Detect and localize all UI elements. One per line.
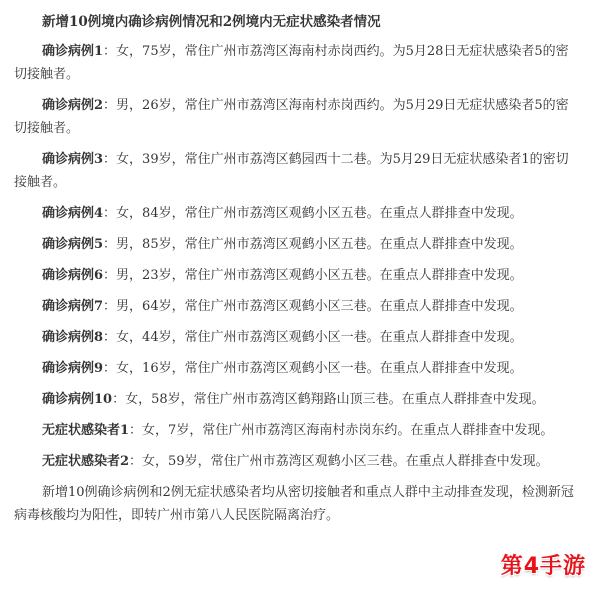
case-paragraph-3 — [14, 148, 580, 194]
case-paragraph-1 — [14, 40, 580, 86]
case-paragraph-2 — [14, 94, 580, 140]
case-label: 确诊病例9 — [42, 361, 104, 376]
case-paragraph-7 — [14, 295, 580, 318]
case-text: ：女，7岁，常住广州市荔湾区海南村赤岗东约。在重点人群排查中发现。 — [129, 423, 554, 438]
asymptomatic-paragraph-1 — [14, 419, 580, 442]
case-label: 确诊病例4 — [42, 206, 104, 221]
article-title: 新增10例境内确诊病例情况和2例境内无症状感染者情况 — [42, 14, 381, 30]
case-text: ：男，64岁，常住广州市荔湾区观鹤小区三巷。在重点人群排查中发现。 — [103, 299, 523, 314]
site-watermark-logo: 第4手游 — [500, 554, 586, 579]
case-paragraph-6 — [14, 264, 580, 287]
case-label: 确诊病例7 — [42, 299, 104, 314]
case-paragraph-9 — [14, 357, 580, 380]
summary-paragraph: 新增10例确诊病例和2例无症状感染者均从密切接触者和重点人群中主动排查发现，检测新冠病毒核酸均为阳性，即转广州市第八人民医院隔离治疗。 — [14, 485, 574, 523]
case-label: 确诊病例2 — [42, 98, 104, 113]
case-text: ：女，75岁，常住广州市荔湾区海南村赤岗西约。为5月28日无症状感染者5的密切接触者。 — [14, 44, 569, 82]
case-text: ：女，58岁，常住广州市荔湾区鹤翔路山顶三巷。在重点人群排查中发现。 — [112, 392, 545, 407]
case-paragraph-5 — [14, 233, 580, 256]
case-paragraph-4 — [14, 202, 580, 225]
case-paragraph-8 — [14, 326, 580, 349]
case-text: ：女，44岁，常住广州市荔湾区观鹤小区一巷。在重点人群排查中发现。 — [103, 330, 523, 345]
case-label: 确诊病例5 — [42, 237, 104, 252]
case-text: ：男，23岁，常住广州市荔湾区观鹤小区五巷。在重点人群排查中发现。 — [103, 268, 523, 283]
case-label: 确诊病例6 — [42, 268, 104, 283]
case-text: ：男，85岁，常住广州市荔湾区观鹤小区五巷。在重点人群排查中发现。 — [103, 237, 523, 252]
case-label: 无症状感染者1 — [42, 423, 130, 438]
asymptomatic-paragraph-2 — [14, 450, 580, 473]
case-label: 无症状感染者2 — [42, 454, 130, 469]
case-text: ：女，59岁，常住广州市荔湾区观鹤小区三巷。在重点人群排查中发现。 — [129, 454, 549, 469]
case-text: ：女，84岁，常住广州市荔湾区观鹤小区五巷。在重点人群排查中发现。 — [103, 206, 523, 221]
case-text: ：女，16岁，常住广州市荔湾区观鹤小区一巷。在重点人群排查中发现。 — [103, 361, 523, 376]
case-label: 确诊病例8 — [42, 330, 104, 345]
case-text: ：男，26岁，常住广州市荔湾区海南村赤岗西约。为5月29日无症状感染者5的密切接触者。 — [14, 98, 569, 136]
case-text: ：女，39岁，常住广州市荔湾区鹤园西十二巷。为5月29日无症状感染者1的密切接触者。 — [14, 152, 569, 190]
case-label: 确诊病例3 — [42, 152, 104, 167]
case-label: 确诊病例1 — [42, 44, 104, 59]
case-paragraph-10 — [14, 388, 580, 411]
case-label: 确诊病例10 — [42, 392, 113, 407]
